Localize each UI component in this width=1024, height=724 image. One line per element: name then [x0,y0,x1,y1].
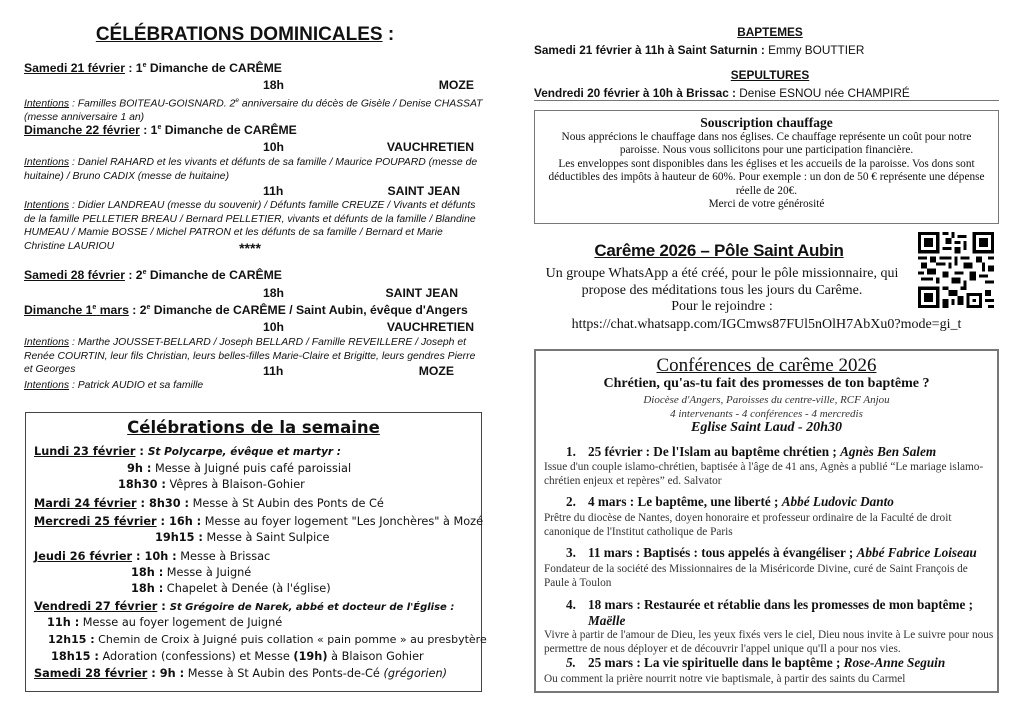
intentions-text [24,94,486,124]
entry-day: Samedi 28 février [24,268,125,282]
conference-title: 25 février : De l'Islam au baptême chrétien ; [588,444,841,459]
semaine-saint: St Polycarpe, évêque et martyr : [147,446,341,458]
qr-code-icon[interactable] [918,232,994,308]
conference-speaker: Maëlle [588,613,626,628]
intentions-body: : Didier LANDREAU (messe du souvenir) / Défunts famille CREUZE / Vivants et défunts de la famille PELLETIER BREAU / Bernard PELLETIER, vivants et défunts de la famille / Blandine HUMEAU / Mamie BOSSE / Michel PATRON et les défunts de sa famille / Bernard et Marie Christine LAURIOU [24,200,476,252]
entry-text: Dimanche de CARÊME [161,123,297,137]
entry-sup: e [157,123,162,131]
semaine-day: Mercredi 25 février [34,515,157,528]
semaine-text: Messe à Juigné [163,566,252,579]
semaine-time: 18h30 : [118,478,166,491]
semaine-title [25,418,482,437]
semaine-day: Mardi 24 février [34,497,137,510]
conference-item [566,655,945,671]
conference-description: Ou comment la prière nourrit notre vie baptismale, à partir des saints du Carmel [544,673,906,685]
entry-sup: e [142,268,147,276]
entry-day [24,303,129,317]
semaine-colon: : [157,600,170,613]
conferences-subtitle: Chrétien, qu'as-tu fait des promesses de ton baptême ? [603,376,930,391]
semaine-text: Messe à Juigné puis café paroissial [151,462,352,475]
semaine-line [51,650,424,663]
conference-speaker: Agnès Ben Salem [840,444,937,459]
conference-item [566,545,977,561]
semaine-line [48,633,487,646]
semaine-text: Chapelet à Denée (à l'église) [163,582,331,595]
intentions-body: : Familles BOITEAU-GOISNARD. 2 [69,98,236,110]
semaine-text: Chemin de Croix à Juigné puis collation « pain pomme » au presbytère [94,633,487,646]
semaine-text: à Blaison Gohier [327,650,424,663]
semaine-text: Vêpres à Blaison-Gohier [165,478,305,491]
semaine-text: Messe au foyer logement de Juigné [79,616,283,629]
mass-time: 11h [263,184,284,198]
dominicales-title [0,24,490,46]
conference-item [566,444,936,460]
semaine-line [131,566,251,579]
semaine-time: 11h : [47,616,80,629]
semaine-time: 12h15 : [48,633,95,646]
conference-number: 3. [566,545,576,560]
intentions-body: : Daniel RAHARD et les vivants et défunts de sa famille / Maurice POUPARD (messe de huitaine) / Bruno CADIX (messe de huitaine) [24,157,478,182]
intentions-body: anniversaire du décès de Gisèle / Denise CHASSAT (messe anniversaire 1 an) [24,98,483,123]
dominicales-entry-heading [24,61,474,75]
semaine-time: 18h15 : [51,650,99,663]
entry-day-text: Dimanche 1 [24,303,93,317]
semaine-saint: St Grégoire de Narek, abbé et docteur de l'Église : [169,602,455,613]
semaine-time: 9h : [159,667,185,680]
conference-number: 5. [566,655,576,670]
conference-speaker: Abbé Fabrice Loiseau [856,545,977,560]
intentions-body: : Marthe JOUSSET-BELLARD / Joseph BELLARD / Famille REVEILLERE / Joseph et Renée COURTIN, leur fils Christian, leurs belles-filles Marie-Claire et Brigitte, leurs gendres Pierre et Georges [24,337,476,375]
semaine-text: Messe à Brissac [176,550,271,563]
conference-item [566,597,986,629]
entry-text: : 1 [124,61,143,75]
semaine-line [34,515,483,528]
conferences-title: Conférences de carême 2026 [656,355,877,376]
conference-number: 4. [566,597,576,612]
conferences-organizers: Diocèse d'Angers, Paroisses du centre-ville, RCF Anjou [643,394,890,406]
conference-number: 1. [566,444,576,459]
careme-join-label: Pour le rejoindre : [671,299,773,314]
dominicales-entry-heading [24,123,474,137]
entry-text: : 1 [139,123,158,137]
mass-time: 18h [263,78,285,92]
entry-sup: e [146,303,151,311]
conference-title: 25 mars : La vie spirituelle dans le baptême ; [588,655,844,670]
souscription-content [534,116,999,212]
mass-place: VAUCHRETIEN [386,320,474,334]
conference-title: 11 mars : Baptisés : tous appelés à évangéliser ; [588,545,857,560]
souscription-title: Souscription chauffage [700,115,833,130]
mass-place: VAUCHRETIEN [386,140,474,154]
careme-title: Carême 2026 – Pôle Saint Aubin [594,241,844,260]
conference-description: Issue d'un couple islamo-chrétien, baptisée à l'âge de 41 ans, Agnès a publié “Le mariage islamo-chrétien enjeux et repères” ed. Salvator [544,461,984,487]
intentions-label: Intentions [24,98,70,110]
dominicales-entry-heading [24,303,474,317]
entry-day: Dimanche 22 février [24,123,140,137]
semaine-line [131,582,331,595]
semaine-text: Messe à Saint Sulpice [202,531,330,544]
semaine-line [34,497,384,510]
semaine-time: 8h30 : [149,497,190,510]
semaine-time: 18h : [131,566,164,579]
souscription-paragraph: Nous apprécions le chauffage dans nos églises. Ce chauffage représente un coût pour notre paroisse. Nous vous sollicitons pour une participation financière. [561,130,972,156]
entry-sup: e [142,61,147,69]
conference-description: Prêtre du diocèse de Nantes, doyen honoraire et professeur ordinaire de la Faculté de droit canonique de l'Institut catholique de Paris [544,512,952,538]
semaine-line [127,462,351,475]
semaine-time: 19h15 : [155,531,203,544]
careme-description: Un groupe WhatsApp a été créé, pour le pôle missionnaire, qui propose des méditations tous les jours du Carême. [545,266,899,298]
semaine-title-text: Célébrations de la semaine [127,418,380,437]
mass-place: MOZE [438,78,474,92]
semaine-line [34,600,454,613]
semaine-day: Lundi 23 février [34,445,136,458]
semaine-line [34,550,270,563]
conference-speaker: Rose-Anne Seguin [843,655,946,670]
mass-time: 18h [263,286,285,300]
entry-day-sup: e [92,303,97,311]
semaine-text: Adoration (confessions) et Messe [98,650,294,663]
sepultures-name: Denise ESNOU née CHAMPIRÉ [735,86,910,100]
semaine-time: 9h : [127,462,152,475]
conference-title: 18 mars : Restaurée et rétablie dans les promesses de mon baptême ; [588,597,974,612]
conference-description: Vivre à partir de l'amour de Dieu, les yeux fixés vers le ciel, Dieu nous invite à Le suivre pour nous permettre de nous déployer et de découvrir l'appel unique qu'Il a pour nos vies. [544,629,994,655]
semaine-colon: : [156,515,169,528]
souscription-paragraph: Les enveloppes sont disponibles dans les églises et les accueils de la paroisse. Vos dons sont déductibles des impôts à hauteur de 60%. Pour exemple : un don de 50 € représente une dépense réelle de 20€. [548,157,985,197]
baptemes-line [534,43,864,57]
entry-text: : 2 [124,268,143,282]
whatsapp-link[interactable]: https://chat.whatsapp.com/IGCmws87FUl5nOlH7AbXu0?mode=gi_t [571,317,962,332]
semaine-colon: : [147,667,160,680]
mass-place: SAINT JEAN [385,286,458,300]
mass-time: 10h [263,320,285,334]
conferences-place: Eglise Saint Laud - 20h30 [691,420,842,435]
conference-description: Fondateur de la société des Missionnaires de la Miséricorde Divine, curé de Saint François de Paule à Toulon [544,563,968,589]
semaine-colon: : [132,550,145,563]
intentions-label: Intentions [24,200,70,211]
entry-text: Dimanche de CARÊME / Saint Aubin, évêque d'Angers [150,303,468,317]
sepultures-when: Vendredi 20 février à 10h à Brissac : [534,86,736,100]
semaine-line [47,616,282,629]
intentions-sup: e [235,97,239,104]
semaine-time: 10h : [144,550,177,563]
dominicales-title-text: CÉLÉBRATIONS DOMINICALES [95,24,383,45]
intentions-text [24,156,486,183]
conference-title: 4 mars : Le baptême, une liberté ; [588,494,782,509]
semaine-colon: : [135,445,148,458]
careme-body [532,266,912,316]
semaine-note: (grégorien) [383,667,448,680]
conference-speaker: Abbé Ludovic Danto [781,494,894,509]
conference-item [566,494,894,510]
dominicales-entry-heading [24,268,474,282]
section-separator: **** [239,240,261,256]
entry-text: Dimanche de CARÊME [146,268,282,282]
semaine-day: Samedi 28 février [34,667,148,680]
entry-day-text: mars [96,303,129,317]
conference-number: 2. [566,494,576,509]
semaine-line [155,531,329,544]
sepultures-title: SEPULTURES [730,68,810,82]
souscription-thanks: Merci de votre générosité [708,198,825,210]
semaine-text: Messe au foyer logement "Les Jonchères" à Mozé [201,515,484,528]
dominicales-title-suffix: : [382,24,395,45]
intentions-text [24,336,486,377]
semaine-time: 18h : [131,582,164,595]
entry-text: : 2 [128,303,147,317]
baptemes-when: Samedi 21 février à 11h à Saint Saturnin : [534,43,765,57]
divider [534,100,999,101]
intentions-body: : Patrick AUDIO et sa famille [69,380,204,391]
mass-place: SAINT JEAN [387,184,460,198]
semaine-time: 16h : [168,515,202,528]
semaine-line [34,445,341,458]
intentions-label: Intentions [24,380,70,391]
intentions-label: Intentions [24,337,70,348]
semaine-colon: : [136,497,149,510]
sepultures-line [534,86,910,100]
semaine-text: Messe à St Aubin des Ponts de Cé [189,497,384,510]
semaine-text: Messe à St Aubin des Ponts-de-Cé [184,667,384,680]
mass-time: 11h [263,364,284,378]
mass-time: 10h [263,140,285,154]
semaine-line [118,478,305,491]
semaine-line [34,667,447,680]
baptemes-name: Emmy BOUTTIER [764,43,865,57]
baptemes-title: BAPTEMES [737,25,803,39]
conferences-format: 4 intervenants - 4 conférences - 4 mercredis [670,408,863,420]
entry-day: Samedi 21 février [24,61,125,75]
intentions-text [24,379,486,393]
semaine-day: Vendredi 27 février [34,600,158,613]
mass-place: MOZE [418,364,454,378]
semaine-day: Jeudi 26 février [34,550,133,563]
semaine-time-bold: (19h) [293,650,328,663]
intentions-label: Intentions [24,157,70,168]
entry-text: Dimanche de CARÊME [146,61,282,75]
